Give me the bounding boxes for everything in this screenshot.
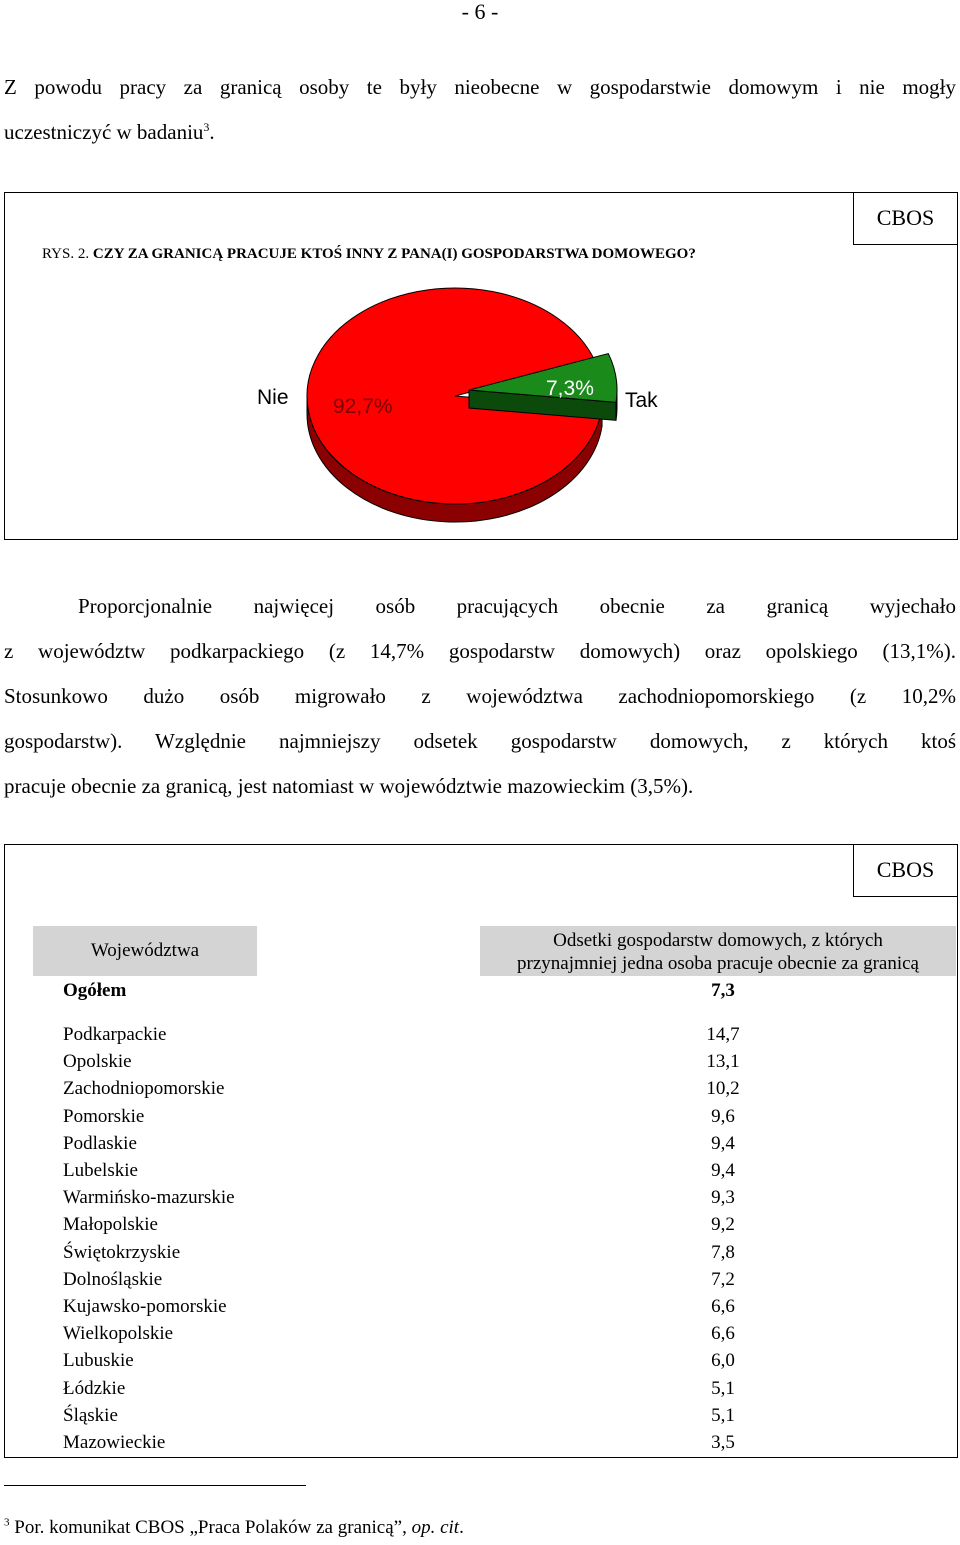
table-row <box>63 1402 863 1429</box>
row-region-name: Lubuskie <box>63 1350 134 1372</box>
pie-value-label-nie: 92,7% <box>333 395 393 418</box>
row-region-name: Podlaskie <box>63 1132 137 1154</box>
figure-title-prefix: RYS. 2. <box>42 246 90 262</box>
row-region-name: Warmińsko-mazurskie <box>63 1187 235 1209</box>
row-region-name: Lubelskie <box>63 1160 138 1181</box>
row-value: 13,1 <box>706 1051 740 1073</box>
row-value: 7,2 <box>711 1268 735 1290</box>
footnote-ref: 3 <box>203 120 210 134</box>
row-region-name: Pomorskie <box>63 1105 145 1127</box>
row-region-name: Mazowieckie <box>63 1432 166 1453</box>
row-value: 6,6 <box>711 1296 735 1317</box>
row-value: 7,8 <box>711 1241 735 1263</box>
body-line-3: Stosunkowo dużo osób migrowało z województwa zachodniopomorskiego (z 10,2% <box>4 684 956 708</box>
row-value: 10,2 <box>706 1078 740 1100</box>
row-region-name: Małopolskie <box>63 1214 158 1236</box>
row-value: 5,1 <box>711 1377 735 1399</box>
row-region-name: Dolnośląskie <box>63 1268 163 1290</box>
figure-title-text: CZY ZA GRANICĄ PRACUJE KTOŚ INNY Z PANA(I) GOSPODARSTWA DOMOWEGO? <box>92 246 696 262</box>
row-region-name: Łódzkie <box>63 1377 126 1399</box>
table-row <box>63 1429 863 1456</box>
row-region-name: Świętokrzyskie <box>63 1241 181 1263</box>
intro-line-2-text: uczestniczyć w badaniu <box>4 120 204 144</box>
table-row <box>63 1320 863 1347</box>
table-row <box>63 1021 863 1048</box>
row-region-name: Podkarpackie <box>63 1024 167 1045</box>
row-value: 3,5 <box>711 1432 735 1453</box>
pie-value-label-tak: 7,3% <box>546 377 594 400</box>
footnote-separator <box>4 1485 306 1486</box>
body-line-5: pracuje obecnie za granicą, jest natomiast w województwie mazowieckim (3,5%). <box>4 774 694 798</box>
table-row <box>63 1157 863 1184</box>
body-line-4: gospodarstw). Względnie najmniejszy odsetek gospodarstw domowych, z których ktoś <box>4 729 956 753</box>
footnote <box>4 1517 464 1539</box>
row-region-name: Zachodniopomorskie <box>63 1078 225 1100</box>
table-row <box>63 1239 863 1266</box>
row-value: 9,4 <box>711 1132 735 1154</box>
row-value: 14,7 <box>706 1024 740 1045</box>
row-value: 9,2 <box>711 1214 735 1236</box>
table-row <box>63 1293 863 1320</box>
table-row <box>63 1075 863 1102</box>
row-value: 6,6 <box>711 1323 735 1345</box>
footnote-text: Por. komunikat CBOS „Praca Polaków za granicą”, <box>14 1517 412 1538</box>
table-header-value-line-1: Odsetki gospodarstw domowych, z których <box>553 930 883 951</box>
total-value: 7,3 <box>711 980 735 1001</box>
figure-cbos-badge: CBOS <box>853 193 957 245</box>
table-row <box>63 1048 863 1075</box>
table-row <box>63 1130 863 1157</box>
footnote-end: . <box>459 1517 464 1538</box>
table-row-total <box>63 977 863 1004</box>
body-paragraph <box>4 584 956 809</box>
table-row <box>63 1266 863 1293</box>
row-region-name: Kujawsko-pomorskie <box>63 1296 227 1317</box>
intro-line-1: Z powodu pracy za granicą osoby te były nieobecne w gospodarstwie domowym i nie mogły <box>4 75 956 99</box>
table-row <box>63 1347 863 1374</box>
body-line-2: z województw podkarpackiego (z 14,7% gospodarstw domowych) oraz opolskiego (13,1%). <box>4 639 956 663</box>
pie-chart <box>0 0 960 545</box>
pie-category-label-nie: Nie <box>257 386 289 409</box>
total-name: Ogółem <box>63 980 127 1001</box>
body-line-1: Proporcjonalnie najwięcej osób pracujących obecnie za granicą wyjechało <box>78 594 956 618</box>
table-row <box>63 1103 863 1130</box>
table-header-value-line-2: przynajmniej jedna osoba pracuje obecnie za granicą <box>517 953 919 974</box>
table-header-value <box>480 926 956 976</box>
page-number: - 6 - <box>461 0 499 24</box>
row-value: 9,3 <box>711 1187 735 1209</box>
row-region-name: Śląskie <box>63 1404 118 1426</box>
pie-category-label-tak: Tak <box>625 389 658 412</box>
intro-line-2-end: . <box>209 120 215 144</box>
table-header-region: Województwa <box>33 926 257 976</box>
row-value: 5,1 <box>711 1404 735 1426</box>
row-value: 9,4 <box>711 1160 735 1181</box>
table-cbos-badge: CBOS <box>853 845 957 897</box>
row-region-name: Opolskie <box>63 1051 132 1073</box>
row-value: 6,0 <box>711 1350 735 1372</box>
footnote-mark: 3 <box>4 1516 10 1529</box>
footnote-italic: op. cit <box>411 1517 460 1538</box>
row-region-name: Wielkopolskie <box>63 1323 174 1345</box>
table-row <box>63 1184 863 1211</box>
table-row <box>63 1211 863 1238</box>
row-value: 9,6 <box>711 1105 735 1127</box>
table-row <box>63 1375 863 1402</box>
